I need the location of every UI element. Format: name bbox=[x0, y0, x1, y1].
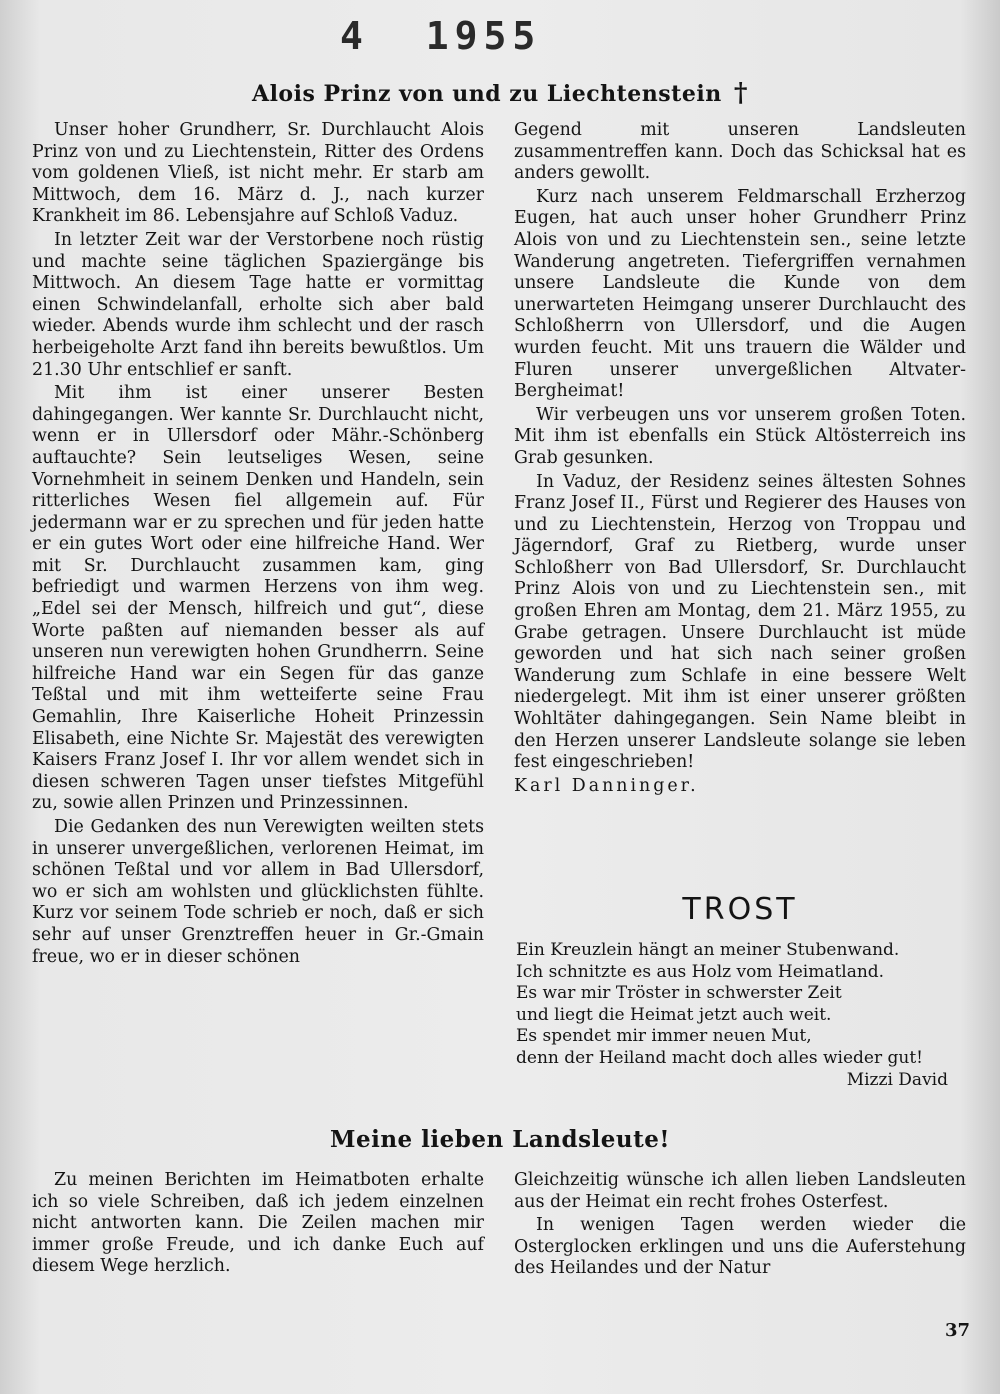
paragraph: Zu meinen Berichten im Heimatboten erhalte ich so viele Schreiben, daß ich jedem einzelnen nicht antworten kann. Die Zeilen machen mir immer große Freude, und ich danke Euch auf diesem Wege herzlich. bbox=[32, 1170, 484, 1277]
poem-title: TROST bbox=[682, 892, 798, 927]
paragraph: In letzter Zeit war der Verstorbene noch rüstig und machte seine täglichen Spaziergänge bis Mittwoch. An diesem Tage hatte er vormittag einen Schwindelanfall, erholte sich aber bald wieder. Abends wurde ihm schlecht und der rasch herbeigeholte Arzt fand ihn bereits bewußtlos. Um 21.30 Uhr entschlief er sanft. bbox=[32, 229, 484, 380]
paragraph: Gleichzeitig wünsche ich allen lieben Landsleuten aus der Heimat ein recht frohes Osterfest. bbox=[514, 1170, 966, 1212]
paragraph: Gegend mit unseren Landsleuten zusammentreffen kann. Doch das Schicksal hat es anders gewollt. bbox=[514, 120, 966, 184]
page-number: 37 bbox=[944, 1320, 970, 1341]
paragraph: Wir verbeugen uns vor unserem großen Toten. Mit ihm ist ebenfalls ein Stück Altösterreich ins Grab gesunken. bbox=[514, 404, 966, 468]
article-title-greeting: Meine lieben Landsleute! bbox=[329, 1126, 671, 1153]
poem-line: Ein Kreuzlein hängt an meiner Stubenwand. bbox=[516, 940, 900, 960]
poem-line: Es spendet mir immer neuen Mut, bbox=[516, 1026, 812, 1047]
greeting-column-right bbox=[514, 1170, 966, 1282]
greeting-column-left bbox=[32, 1170, 484, 1280]
poem-line: denn der Heiland macht doch alles wieder gut! bbox=[516, 1047, 924, 1068]
article-title-text: Alois Prinz von und zu Liechtenstein bbox=[252, 81, 722, 107]
poem-line: Es war mir Tröster in schwerster Zeit bbox=[516, 983, 842, 1004]
paragraph: Mit ihm ist einer unserer Besten dahingegangen. Wer kannte Sr. Durchlaucht nicht, wenn er in Ullersdorf oder Mähr.-Schönberg auftauchte? Sein leutseliges Wesen, seine Vornehmheit in seinem Denken und Handeln, sein ritterliches Wesen fiel allgemein auf. Für jedermann war er zu sprechen und für jeden hatte er ein gutes Wort oder eine hilfreiche Hand. Wer mit Sr. Durchlaucht zusammen kam, ging befriedigt und warmen Herzens von ihm weg. „Edel sei der Mensch, hilfreich und gut“, diese Worte paßten auf niemanden besser als auf unseren nun verewigten hohen Grundherrn. Seine hilfreiche Hand war ein Segen für das ganze Teßtal und mit ihm wetteiferte seine Frau Gemahlin, Ihre Kaiserliche Hoheit Prinzessin Elisabeth, eine Nichte Sr. Majestät des verewigten Kaisers Franz Josef I. Ihr vor allem wendet sich in diesen schweren Tagen unser tiefstes Mitgefühl zu, sowie allen Prinzen und Prinzessinnen. bbox=[32, 383, 484, 814]
poem-line: und liegt die Heimat jetzt auch weit. bbox=[516, 1004, 832, 1025]
cross-symbol: † bbox=[733, 78, 748, 108]
page-header bbox=[340, 14, 541, 58]
obituary-column-right bbox=[514, 120, 966, 797]
obituary-column-left bbox=[32, 120, 484, 970]
article-title-obituary bbox=[0, 78, 1000, 108]
poem-line: Ich schnitzte es aus Holz vom Heimatland. bbox=[516, 961, 885, 982]
issue-number: 4 bbox=[340, 14, 363, 58]
paragraph: In Vaduz, der Residenz seines ältesten Sohnes Franz Josef II., Fürst und Regierer des Hauses von und zu Liechtenstein, Herzog von Troppau und Jägerndorf, Graf zu Rietberg, wurde unser Schloßherr von Bad Ullersdorf, Sr. Durchlaucht Prinz Alois von und zu Liechtenstein sen., mit großen Ehren am Montag, dem 21. März 1955, zu Grabe getragen. Unsere Durchlaucht ist müde geworden und hat sich nach seiner großen Wanderung zum Schlafe in eine bessere Welt niedergelegt. Mit ihm ist einer unserer größten Wohltäter dahingegangen. Sein Name bleibt in den Herzen unserer Landsleute solange sie leben fest eingeschrieben! bbox=[514, 471, 966, 773]
paragraph: Unser hoher Grundherr, Sr. Durchlaucht Alois Prinz von und zu Liechtenstein, Ritter des Ordens vom goldenen Vließ, ist nicht mehr. Er starb am Mittwoch, dem 16. März d. J., nach kurzer Krankheit im 86. Lebensjahre auf Schloß Vaduz. bbox=[32, 120, 484, 227]
poem-body bbox=[516, 940, 968, 1091]
issue-year: 1955 bbox=[425, 14, 542, 58]
paragraph: In wenigen Tagen werden wieder die Osterglocken erklingen und uns die Auferstehung des Heilandes und der Natur bbox=[514, 1215, 966, 1279]
poem-author: Mizzi David bbox=[846, 1069, 948, 1090]
paragraph: Die Gedanken des nun Verewigten weilten stets in unserer unvergeßlichen, verlorenen Heimat, im schönen Teßtal und vor allem in Bad Ullersdorf, wo er sich am wohlsten und glücklichsten fühlte. Kurz vor seinem Tode schrieb er noch, daß er sich sehr auf unser Grenztreffen heuer in Gr.-Gmain freue, wo er in dieser schönen bbox=[32, 817, 484, 967]
paragraph: Kurz nach unserem Feldmarschall Erzherzog Eugen, hat auch unser hoher Grundherr Prinz Alois von und zu Liechtenstein sen., seine letzte Wanderung angetreten. Tiefergriffen vernahmen unsere Landsleute die Kunde von dem unerwarteten Heimgang unserer Durchlaucht des Schloßherrn von Ullersdorf, und die Augen wurden feucht. Mit uns trauern die Wälder und Fluren unserer unvergeßlichen Altvater-Bergheimat! bbox=[514, 186, 966, 402]
author-signature: Karl Danninger. bbox=[514, 775, 699, 796]
